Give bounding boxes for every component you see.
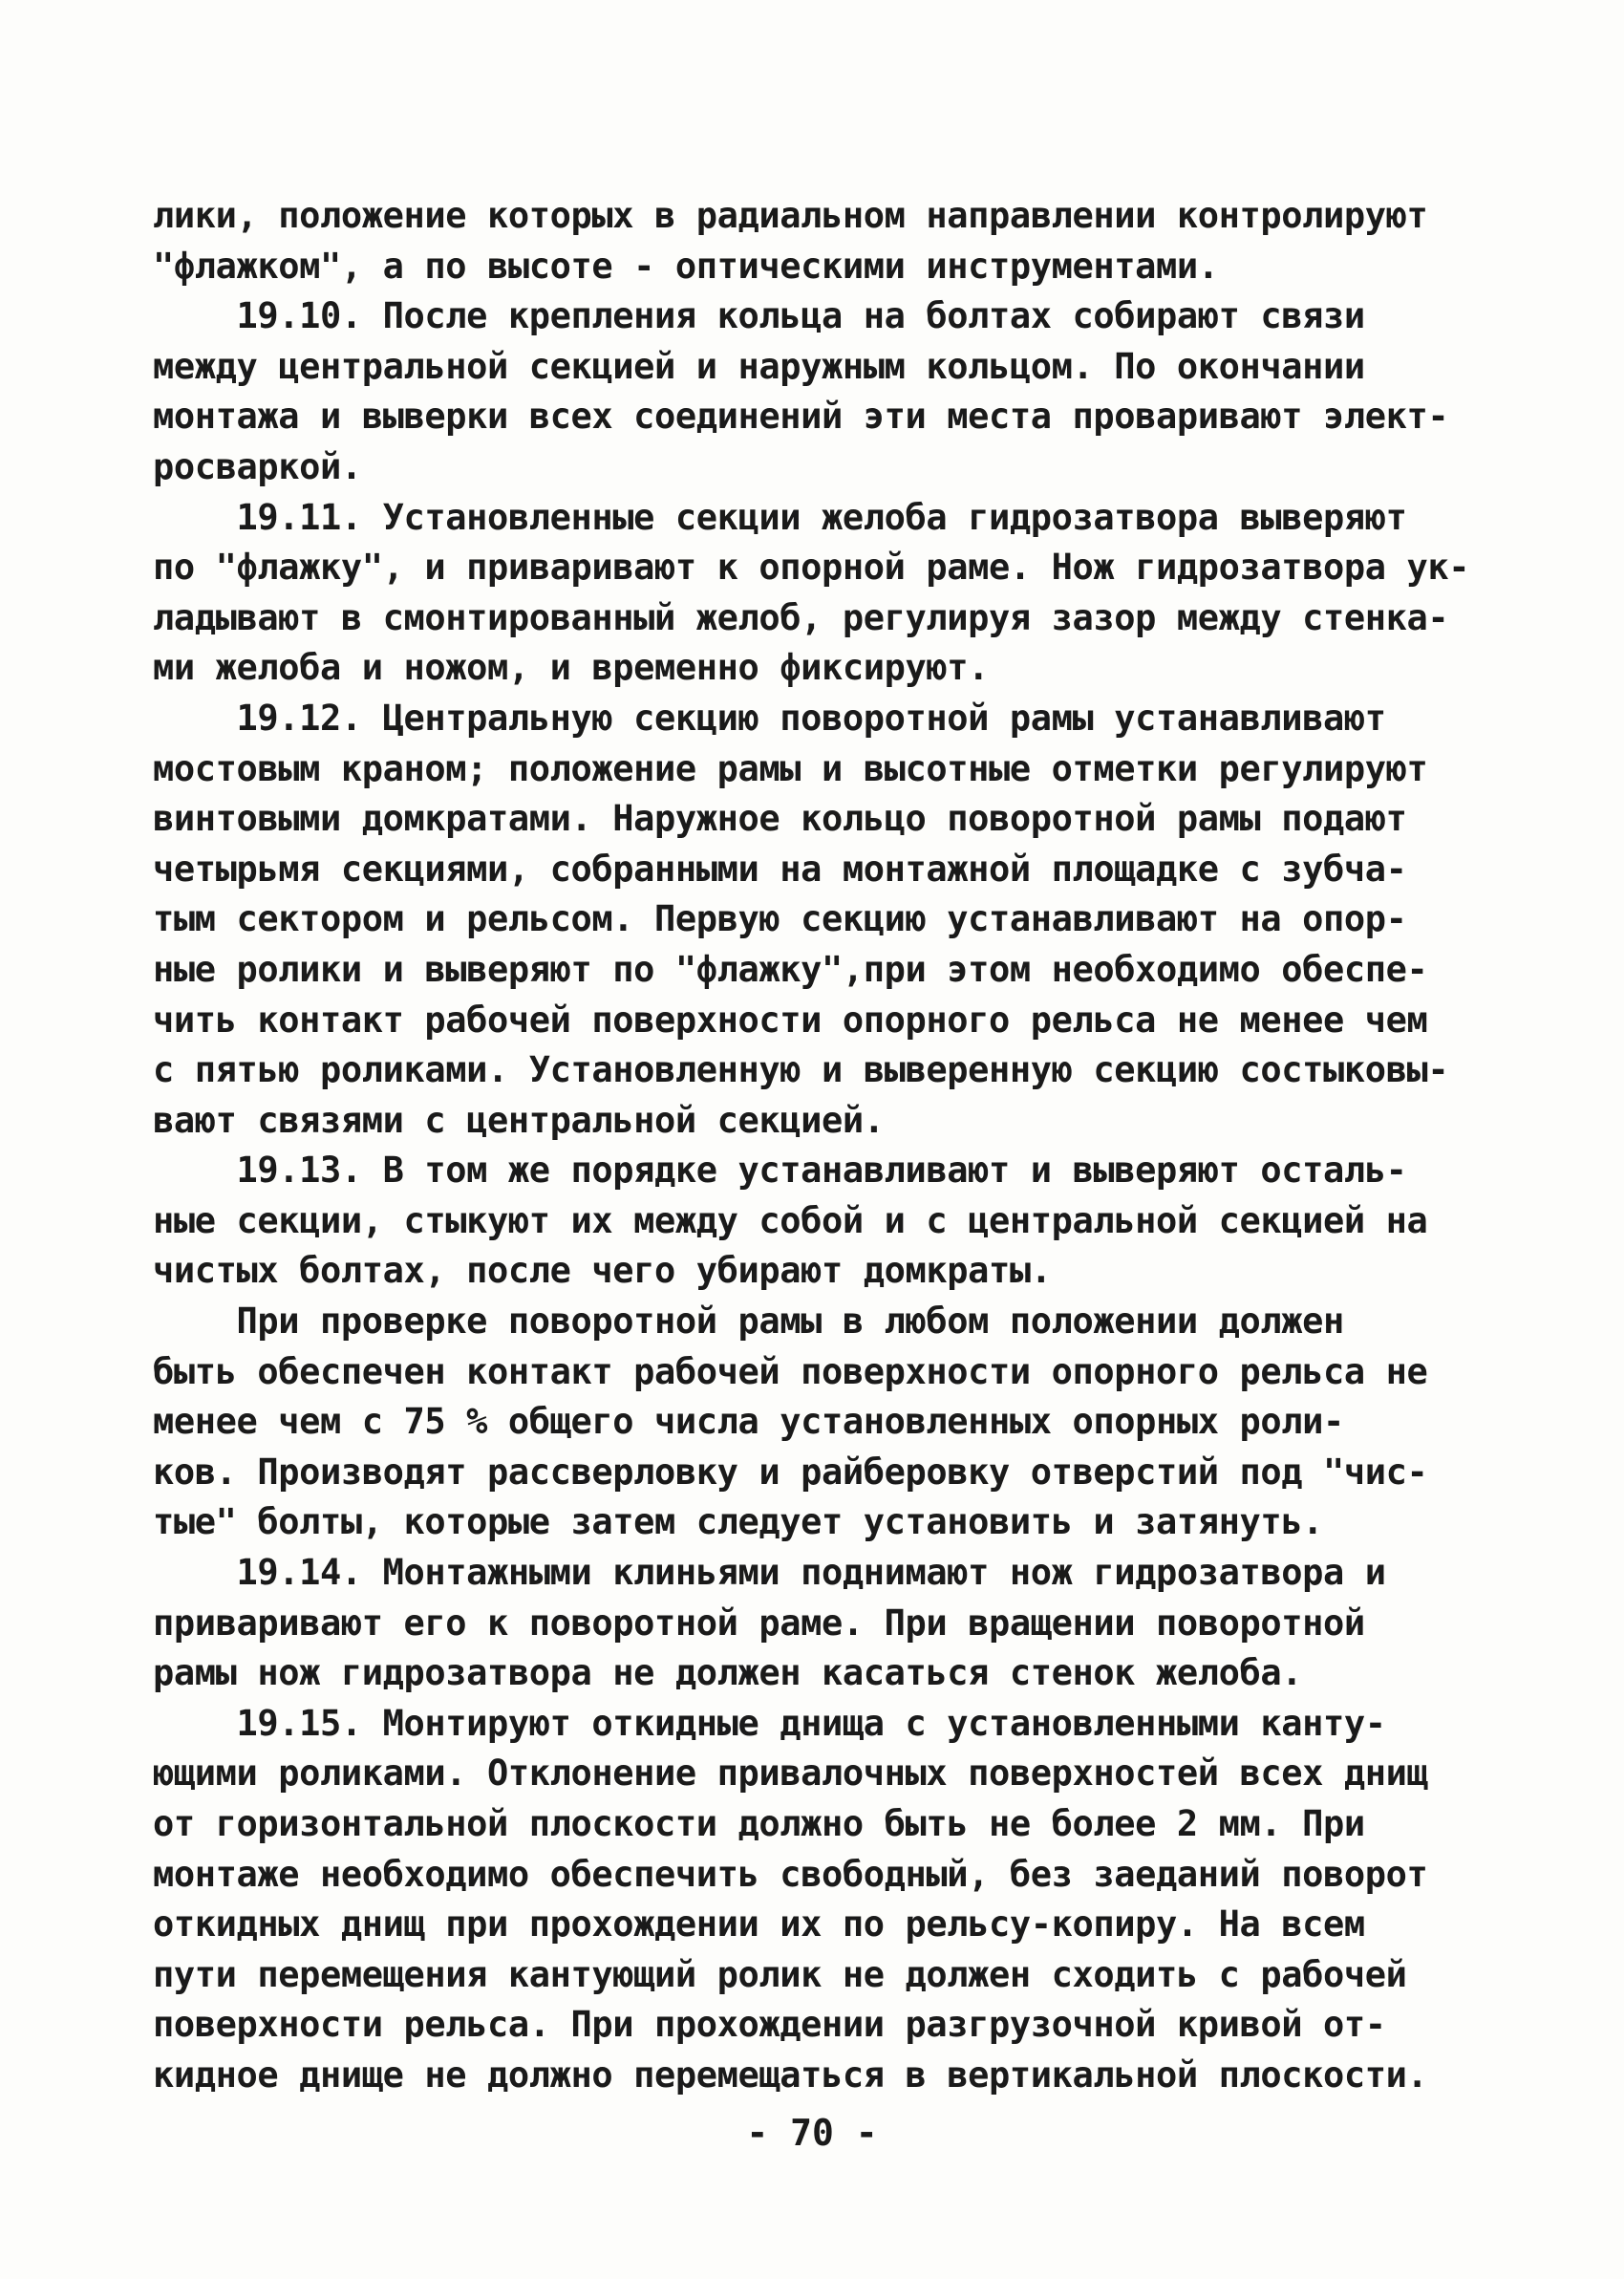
text-line: 19.13. В том же порядке устанавливают и выверяют осталь- (153, 1150, 1407, 1192)
text-line: 19.10. После крепления кольца на болтах собирают связи (153, 295, 1365, 337)
text-line: ков. Производят рассверловку и райберовку отверстий под "чис- (153, 1451, 1428, 1493)
text-line: пути перемещения кантующий ролик не должен сходить с рабочей (153, 1953, 1407, 1995)
text-line: приваривают его к поворотной раме. При вращении поворотной (153, 1602, 1365, 1644)
text-line: монтажа и выверки всех соединений эти места проваривают элект- (153, 396, 1449, 438)
text-line: мостовым краном; положение рамы и высотные отметки регулируют (153, 747, 1428, 789)
text-line: ные ролики и выверяют по "флажку",при этом необходимо обеспе- (153, 948, 1428, 990)
text-line: тые" болты, которые затем следует установить и затянуть. (153, 1501, 1324, 1543)
text-line: "флажком", а по высоте - оптическими инструментами. (153, 245, 1219, 287)
text-line: поверхности рельса. При прохождении разгрузочной кривой от- (153, 2004, 1386, 2046)
text-line: ладывают в смонтированный желоб, регулируя зазор между стенка- (153, 596, 1449, 638)
text-line: откидных днищ при прохождении их по рельсу-копиру. На всем (153, 1903, 1365, 1946)
text-line: 19.15. Монтируют откидные днища с установленными канту- (153, 1702, 1386, 1744)
text-line: по "флажку", и приваривают к опорной раме. Нож гидрозатвора ук- (153, 547, 1470, 589)
text-line: 19.11. Установленные секции желоба гидрозатвора выверяют (153, 496, 1407, 538)
text-line: вают связями с центральной секцией. (153, 1099, 885, 1141)
text-line: быть обеспечен контакт рабочей поверхности опорного рельса не (153, 1350, 1428, 1392)
text-line: менее чем с 75 % общего числа установленных опорных роли- (153, 1401, 1344, 1443)
text-line: кидное днище не должно перемещаться в вертикальной плоскости. (153, 2053, 1428, 2096)
text-line: чистых болтах, после чего убирают домкраты. (153, 1250, 1052, 1292)
text-line: ные секции, стыкуют их между собой и с центральной секцией на (153, 1199, 1428, 1241)
body-text (153, 191, 1471, 2101)
text-line: 19.14. Монтажными клиньями поднимают нож гидрозатвора и (153, 1552, 1386, 1594)
text-line: ющими роликами. Отклонение привалочных поверхностей всех днищ (153, 1752, 1428, 1795)
text-line: монтаже необходимо обеспечить свободный, без заеданий поворот (153, 1853, 1428, 1895)
text-line: При проверке поворотной рамы в любом положении должен (153, 1301, 1344, 1343)
text-line: между центральной секцией и наружным кольцом. По окончании (153, 345, 1365, 387)
text-line: четырьмя секциями, собранными на монтажной площадке с зубча- (153, 848, 1407, 890)
text-line: ми желоба и ножом, и временно фиксируют. (153, 647, 990, 689)
text-line: винтовыми домкратами. Наружное кольцо поворотной рамы подают (153, 798, 1407, 840)
text-line: рамы нож гидрозатвора не должен касаться стенок желоба. (153, 1652, 1303, 1694)
text-line: лики, положение которых в радиальном направлении контролируют (153, 195, 1428, 236)
text-line: росваркой. (153, 445, 362, 487)
text-line: от горизонтальной плоскости должно быть не более 2 мм. При (153, 1803, 1365, 1844)
text-line: 19.12. Центральную секцию поворотной рамы устанавливают (153, 697, 1386, 739)
text-line: тым сектором и рельсом. Первую секцию устанавливают на опор- (153, 898, 1407, 940)
page-number: - 70 - (746, 2112, 878, 2154)
text-line: чить контакт рабочей поверхности опорного рельса не менее чем (153, 999, 1428, 1041)
text-line: с пятью роликами. Установленную и выверенную секцию состыковы- (153, 1049, 1449, 1091)
